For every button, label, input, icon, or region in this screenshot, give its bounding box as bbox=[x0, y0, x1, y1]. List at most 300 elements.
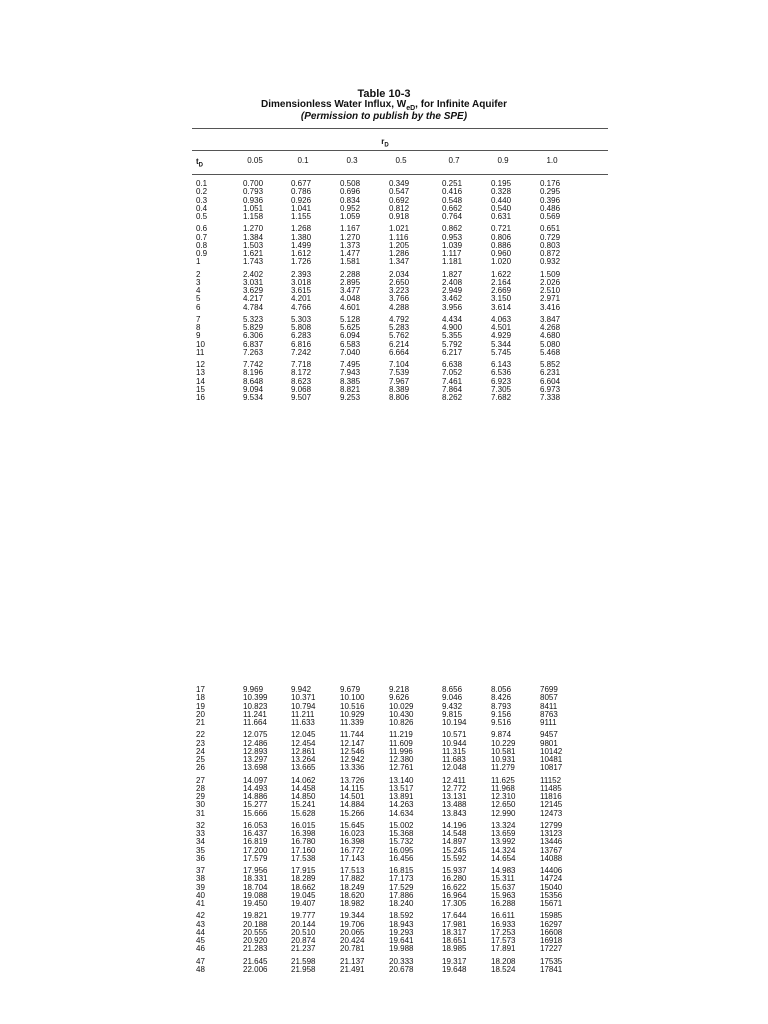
value-cell: 3.223 bbox=[389, 286, 410, 295]
value-cell: 2.510 bbox=[540, 286, 561, 295]
value-cell: 1.167 bbox=[340, 224, 361, 234]
value-cell: 2.034 bbox=[389, 269, 410, 279]
value-cell: 0.651 bbox=[540, 224, 561, 234]
value-cell: 7.052 bbox=[442, 368, 463, 378]
td-cell: 38 bbox=[196, 874, 205, 884]
value-cell: 14.897 bbox=[442, 837, 467, 847]
td-cell: 37 bbox=[196, 866, 205, 875]
td-cell: 26 bbox=[196, 763, 205, 773]
value-cell: 11.211 bbox=[291, 709, 315, 719]
td-cell: 31 bbox=[196, 808, 205, 818]
value-cell: 13.488 bbox=[442, 800, 467, 810]
value-cell: 12.048 bbox=[442, 763, 467, 773]
value-cell: 16.398 bbox=[291, 829, 316, 838]
value-cell: 14.654 bbox=[491, 853, 516, 863]
value-cell: 4.501 bbox=[491, 323, 512, 332]
td-cell: 12 bbox=[196, 360, 205, 369]
value-cell: 8.172 bbox=[291, 368, 312, 378]
column-header: 0.9 bbox=[497, 156, 509, 165]
value-cell: 11485 bbox=[540, 783, 562, 793]
value-cell: 6.638 bbox=[442, 360, 463, 369]
column-header: 1.0 bbox=[546, 156, 558, 165]
value-cell: 15040 bbox=[540, 882, 563, 892]
value-cell: 16.964 bbox=[442, 890, 467, 900]
td-header: $t_D$ bbox=[196, 157, 204, 169]
value-cell: 14.097 bbox=[243, 775, 268, 785]
value-cell: 12.942 bbox=[340, 755, 365, 764]
value-cell: 17535 bbox=[540, 956, 563, 966]
value-cell: 9.679 bbox=[340, 685, 361, 694]
value-cell: 2.408 bbox=[442, 277, 463, 287]
value-cell: 8.623 bbox=[291, 376, 312, 386]
value-cell: 0.812 bbox=[389, 203, 410, 213]
value-cell: 10.823 bbox=[243, 701, 268, 711]
value-cell: 11.609 bbox=[389, 738, 413, 748]
value-cell: 10.516 bbox=[340, 701, 365, 711]
value-cell: 11.744 bbox=[340, 730, 364, 740]
value-cell: 0.662 bbox=[442, 203, 463, 213]
value-cell: 16.819 bbox=[243, 837, 268, 847]
value-cell: 5.283 bbox=[389, 323, 410, 332]
td-cell: 0.6 bbox=[196, 224, 208, 234]
td-cell: 40 bbox=[196, 890, 205, 900]
td-cell: 3 bbox=[196, 277, 201, 287]
value-cell: 11.996 bbox=[389, 746, 413, 756]
value-cell: 9.068 bbox=[291, 384, 312, 394]
td-cell: 20 bbox=[196, 709, 205, 719]
value-cell: 6.094 bbox=[340, 331, 361, 341]
value-cell: 10817 bbox=[540, 763, 563, 773]
value-cell: 17.886 bbox=[389, 890, 414, 900]
value-cell: 1.384 bbox=[243, 232, 264, 242]
td-cell: 2 bbox=[196, 269, 201, 279]
value-cell: 11.633 bbox=[291, 718, 315, 727]
value-cell: 1.117 bbox=[442, 249, 462, 258]
value-cell: 0.195 bbox=[491, 179, 512, 188]
td-cell: 24 bbox=[196, 746, 205, 756]
value-cell: 15.277 bbox=[243, 800, 268, 810]
value-cell: 6.604 bbox=[540, 376, 561, 386]
value-cell: 0.886 bbox=[491, 240, 512, 250]
value-cell: 21.598 bbox=[291, 956, 316, 966]
value-cell: 1.743 bbox=[243, 257, 264, 267]
value-cell: 2.288 bbox=[340, 269, 361, 279]
value-cell: 12473 bbox=[540, 808, 563, 818]
value-cell: 0.677 bbox=[291, 179, 312, 188]
value-cell: 0.960 bbox=[491, 249, 512, 258]
value-cell: 17.579 bbox=[243, 853, 268, 863]
value-cell: 16297 bbox=[540, 919, 563, 929]
value-cell: 11.279 bbox=[491, 763, 515, 773]
value-cell: 0.547 bbox=[389, 187, 410, 197]
value-cell: 19.045 bbox=[291, 890, 316, 900]
value-cell: 17.981 bbox=[442, 919, 467, 929]
value-cell: 19.648 bbox=[442, 964, 467, 974]
value-cell: 7.682 bbox=[491, 393, 512, 402]
value-cell: 14406 bbox=[540, 866, 563, 875]
value-cell: 11816 bbox=[540, 792, 562, 801]
top-rule bbox=[192, 128, 608, 129]
value-cell: 4.792 bbox=[389, 314, 410, 324]
value-cell: 5.792 bbox=[442, 339, 463, 349]
value-cell: 4.434 bbox=[442, 314, 463, 324]
value-cell: 17.882 bbox=[340, 874, 365, 884]
value-cell: 18.240 bbox=[389, 899, 414, 908]
value-cell: 4.929 bbox=[491, 331, 512, 341]
value-cell: 16608 bbox=[540, 927, 563, 937]
value-cell: 1.581 bbox=[340, 257, 361, 267]
value-cell: 16.023 bbox=[340, 829, 365, 838]
value-cell: 14.062 bbox=[291, 775, 316, 785]
value-cell: 19.407 bbox=[291, 899, 316, 908]
value-cell: 10481 bbox=[540, 755, 563, 764]
value-cell: 19.317 bbox=[442, 956, 467, 966]
value-cell: 7.040 bbox=[340, 347, 361, 357]
value-cell: 13.297 bbox=[243, 755, 268, 764]
value-cell: 15.666 bbox=[243, 808, 268, 818]
value-cell: 16.437 bbox=[243, 829, 268, 838]
value-cell: 11.339 bbox=[340, 718, 364, 727]
td-cell: 29 bbox=[196, 792, 205, 801]
value-cell: 11.683 bbox=[442, 755, 466, 764]
value-cell: 8.793 bbox=[491, 701, 512, 711]
td-cell: 32 bbox=[196, 820, 205, 830]
td-cell: 5 bbox=[196, 294, 201, 304]
value-cell: 19.777 bbox=[291, 911, 316, 921]
value-cell: 3.018 bbox=[291, 277, 312, 287]
value-cell: 14.196 bbox=[442, 820, 467, 830]
value-cell: 12.546 bbox=[340, 746, 365, 756]
value-cell: 17.143 bbox=[340, 853, 365, 863]
value-cell: 2.402 bbox=[243, 269, 264, 279]
value-cell: 4.048 bbox=[340, 294, 361, 304]
value-cell: 5.128 bbox=[340, 314, 361, 324]
td-cell: 27 bbox=[196, 775, 205, 785]
value-cell: 18.704 bbox=[243, 882, 268, 892]
value-cell: 6.143 bbox=[491, 360, 512, 369]
value-cell: 3.031 bbox=[243, 277, 264, 287]
value-cell: 1.270 bbox=[243, 224, 264, 234]
value-cell: 15.628 bbox=[291, 808, 316, 818]
td-cell: 46 bbox=[196, 944, 205, 954]
value-cell: 13123 bbox=[540, 829, 563, 838]
value-cell: 11.664 bbox=[243, 718, 267, 727]
value-cell: 16.611 bbox=[491, 911, 515, 921]
value-cell: 10142 bbox=[540, 746, 563, 756]
td-cell: 43 bbox=[196, 919, 205, 929]
value-cell: 15.645 bbox=[340, 820, 365, 830]
td-cell: 30 bbox=[196, 800, 205, 810]
td-cell: 0.3 bbox=[196, 195, 208, 205]
value-cell: 17.173 bbox=[389, 874, 414, 884]
value-cell: 14.263 bbox=[389, 800, 414, 810]
value-cell: 6.217 bbox=[442, 347, 463, 357]
value-cell: 9.507 bbox=[291, 393, 312, 402]
value-cell: 17.305 bbox=[442, 899, 467, 908]
value-cell: 17.891 bbox=[491, 944, 516, 954]
value-cell: 19.450 bbox=[243, 899, 268, 908]
value-cell: 2.895 bbox=[340, 277, 361, 287]
td-cell: 36 bbox=[196, 853, 205, 863]
td-cell: 10 bbox=[196, 339, 205, 349]
value-cell: 21.645 bbox=[243, 956, 268, 966]
value-cell: 10.371 bbox=[291, 693, 316, 703]
td-cell: 8 bbox=[196, 323, 201, 332]
mid-rule bbox=[192, 150, 608, 151]
value-cell: 0.251 bbox=[442, 179, 463, 188]
value-cell: 0.396 bbox=[540, 195, 561, 205]
value-cell: 10.430 bbox=[389, 709, 414, 719]
value-cell: 17227 bbox=[540, 944, 563, 954]
value-cell: 3.847 bbox=[540, 314, 561, 324]
value-cell: 0.295 bbox=[540, 187, 561, 197]
value-cell: 6.816 bbox=[291, 339, 312, 349]
value-cell: 5.080 bbox=[540, 339, 561, 349]
column-header: 0.5 bbox=[395, 156, 407, 165]
value-cell: 1.726 bbox=[291, 257, 312, 267]
value-cell: 1.499 bbox=[291, 240, 312, 250]
value-cell: 1.380 bbox=[291, 232, 312, 242]
value-cell: 15.732 bbox=[389, 837, 414, 847]
value-cell: 10.931 bbox=[491, 755, 516, 764]
value-cell: 13.140 bbox=[389, 775, 414, 785]
value-cell: 0.721 bbox=[491, 224, 512, 234]
value-cell: 13.264 bbox=[291, 755, 316, 764]
value-cell: 9.432 bbox=[442, 701, 463, 711]
value-cell: 19.821 bbox=[243, 911, 268, 921]
value-cell: 4.288 bbox=[389, 302, 410, 312]
value-cell: 9.969 bbox=[243, 685, 264, 694]
value-cell: 7.967 bbox=[389, 376, 410, 386]
value-cell: 2.669 bbox=[491, 286, 512, 295]
value-cell: 0.918 bbox=[389, 212, 410, 221]
td-cell: 0.7 bbox=[196, 232, 208, 242]
value-cell: 9.874 bbox=[491, 730, 512, 740]
value-cell: 9.218 bbox=[389, 685, 410, 694]
value-cell: 10.944 bbox=[442, 738, 467, 748]
value-cell: 9111 bbox=[540, 718, 557, 727]
value-cell: 7.718 bbox=[291, 360, 312, 369]
value-cell: 1.041 bbox=[291, 203, 312, 213]
value-cell: 12.486 bbox=[243, 738, 268, 748]
value-cell: 0.793 bbox=[243, 187, 264, 197]
value-cell: 1.268 bbox=[291, 224, 312, 234]
value-cell: 17.200 bbox=[243, 845, 268, 855]
value-cell: 7.338 bbox=[540, 393, 561, 402]
value-cell: 16.815 bbox=[389, 866, 414, 875]
value-cell: 20.144 bbox=[291, 919, 316, 929]
value-cell: 14.983 bbox=[491, 866, 516, 875]
value-cell: 2.164 bbox=[491, 277, 512, 287]
value-cell: 10.826 bbox=[389, 718, 414, 727]
value-cell: 17841 bbox=[540, 964, 563, 974]
value-cell: 18.943 bbox=[389, 919, 414, 929]
value-cell: 16.780 bbox=[291, 837, 316, 847]
value-cell: 17.956 bbox=[243, 866, 268, 875]
value-cell: 3.615 bbox=[291, 286, 312, 295]
value-cell: 8.806 bbox=[389, 393, 410, 402]
value-cell: 12.650 bbox=[491, 800, 516, 810]
value-cell: 21.237 bbox=[291, 944, 316, 954]
value-cell: 8.196 bbox=[243, 368, 264, 378]
value-cell: 3.416 bbox=[540, 302, 561, 312]
value-cell: 5.625 bbox=[340, 323, 361, 332]
value-cell: 19.344 bbox=[340, 911, 365, 921]
value-cell: 20.678 bbox=[389, 964, 414, 974]
value-cell: 17.644 bbox=[442, 911, 467, 921]
value-cell: 13.843 bbox=[442, 808, 467, 818]
value-cell: 7.864 bbox=[442, 384, 463, 394]
value-cell: 1.270 bbox=[340, 232, 361, 242]
value-cell: 10.794 bbox=[291, 701, 316, 711]
value-cell: 3.766 bbox=[389, 294, 410, 304]
value-cell: 18.985 bbox=[442, 944, 467, 954]
value-cell: 8.056 bbox=[491, 685, 512, 694]
value-cell: 9.253 bbox=[340, 393, 361, 402]
value-cell: 16.456 bbox=[389, 853, 414, 863]
value-cell: 8.262 bbox=[442, 393, 463, 402]
value-cell: 7.539 bbox=[389, 368, 410, 378]
value-cell: 1.021 bbox=[389, 224, 410, 234]
value-cell: 2.650 bbox=[389, 277, 410, 287]
value-cell: 11.968 bbox=[491, 783, 515, 793]
value-cell: 0.349 bbox=[389, 179, 410, 188]
value-cell: 6.214 bbox=[389, 339, 410, 349]
value-cell: 0.806 bbox=[491, 232, 512, 242]
value-cell: 9.046 bbox=[442, 693, 463, 703]
value-cell: 14724 bbox=[540, 874, 563, 884]
value-cell: 0.862 bbox=[442, 224, 463, 234]
value-cell: 10.100 bbox=[340, 693, 365, 703]
td-cell: 0.1 bbox=[196, 179, 208, 188]
value-cell: 18.982 bbox=[340, 899, 365, 908]
td-cell: 16 bbox=[196, 393, 205, 402]
value-cell: 12.380 bbox=[389, 755, 414, 764]
value-cell: 17.538 bbox=[291, 853, 316, 863]
value-cell: 0.932 bbox=[540, 257, 561, 267]
table-subtitle: Dimensionless Water Influx, $W_{eD}$, for Infinite Aquifer bbox=[260, 99, 508, 112]
header-rule bbox=[192, 174, 608, 175]
value-cell: 9801 bbox=[540, 738, 558, 748]
value-cell: 0.631 bbox=[491, 212, 512, 221]
value-cell: 15356 bbox=[540, 890, 563, 900]
td-cell: 7 bbox=[196, 314, 201, 324]
value-cell: 20.920 bbox=[243, 936, 268, 945]
value-cell: 16.933 bbox=[491, 919, 516, 929]
value-cell: 1.205 bbox=[389, 240, 410, 250]
value-cell: 17.529 bbox=[389, 882, 414, 892]
value-cell: 13.517 bbox=[389, 783, 414, 793]
value-cell: 0.486 bbox=[540, 203, 561, 213]
value-cell: 13.891 bbox=[389, 792, 414, 801]
value-cell: 1.051 bbox=[243, 203, 264, 213]
value-cell: 0.926 bbox=[291, 195, 312, 205]
value-cell: 1.827 bbox=[442, 269, 463, 279]
value-cell: 6.837 bbox=[243, 339, 264, 349]
value-cell: 3.477 bbox=[340, 286, 361, 295]
td-cell: 39 bbox=[196, 882, 205, 892]
value-cell: 0.548 bbox=[442, 195, 463, 205]
value-cell: 9.534 bbox=[243, 393, 264, 402]
table-title: Table 10-3 bbox=[357, 88, 411, 100]
value-cell: 19.641 bbox=[389, 936, 414, 945]
value-cell: 14.501 bbox=[340, 792, 365, 801]
value-cell: 13767 bbox=[540, 845, 563, 855]
value-cell: 0.936 bbox=[243, 195, 264, 205]
value-cell: 4.900 bbox=[442, 323, 463, 332]
value-cell: 6.536 bbox=[491, 368, 512, 378]
value-cell: 21.137 bbox=[340, 956, 365, 966]
value-cell: 0.872 bbox=[540, 249, 561, 258]
value-cell: 4.201 bbox=[291, 294, 312, 304]
value-cell: 12.990 bbox=[491, 808, 516, 818]
value-cell: 1.503 bbox=[243, 240, 264, 250]
td-cell: 25 bbox=[196, 755, 205, 764]
value-cell: 9.942 bbox=[291, 685, 312, 694]
value-cell: 2.393 bbox=[291, 269, 312, 279]
value-cell: 5.762 bbox=[389, 331, 410, 341]
value-cell: 18.524 bbox=[491, 964, 516, 974]
value-cell: 18.289 bbox=[291, 874, 316, 884]
value-cell: 10.029 bbox=[389, 701, 414, 711]
value-cell: 0.803 bbox=[540, 240, 561, 250]
value-cell: 14088 bbox=[540, 853, 563, 863]
value-cell: 5.745 bbox=[491, 347, 512, 357]
value-cell: 12.075 bbox=[243, 730, 268, 740]
value-cell: 12.893 bbox=[243, 746, 268, 756]
value-cell: 3.462 bbox=[442, 294, 463, 304]
value-cell: 4.217 bbox=[243, 294, 264, 304]
value-cell: 7.461 bbox=[442, 376, 463, 386]
value-cell: 5.829 bbox=[243, 323, 264, 332]
td-cell: 28 bbox=[196, 783, 205, 793]
value-cell: 16918 bbox=[540, 936, 563, 945]
value-cell: 13.131 bbox=[442, 792, 467, 801]
value-cell: 14.884 bbox=[340, 800, 365, 810]
value-cell: 0.540 bbox=[491, 203, 512, 213]
td-cell: 48 bbox=[196, 964, 205, 974]
value-cell: 13.324 bbox=[491, 820, 516, 830]
td-cell: 1 bbox=[196, 257, 201, 267]
value-cell: 6.283 bbox=[291, 331, 312, 341]
value-cell: 8.426 bbox=[491, 693, 512, 703]
value-cell: 3.956 bbox=[442, 302, 463, 312]
value-cell: 5.468 bbox=[540, 347, 561, 357]
value-cell: 15.266 bbox=[340, 808, 365, 818]
value-cell: 8057 bbox=[540, 693, 558, 703]
value-cell: 21.283 bbox=[243, 944, 268, 954]
value-cell: 0.764 bbox=[442, 212, 463, 221]
value-cell: 8763 bbox=[540, 709, 558, 719]
value-cell: 0.729 bbox=[540, 232, 561, 242]
value-cell: 16.772 bbox=[340, 845, 365, 855]
value-cell: 0.786 bbox=[291, 187, 312, 197]
value-cell: 1.039 bbox=[442, 240, 463, 250]
value-cell: 2.949 bbox=[442, 286, 463, 295]
td-cell: 44 bbox=[196, 927, 205, 937]
value-cell: 5.852 bbox=[540, 360, 561, 369]
value-cell: 10.929 bbox=[340, 709, 365, 719]
value-cell: 1.286 bbox=[389, 249, 410, 258]
value-cell: 21.958 bbox=[291, 964, 316, 974]
value-cell: 7.495 bbox=[340, 360, 361, 369]
value-cell: 14.115 bbox=[340, 783, 364, 793]
value-cell: 10.229 bbox=[491, 738, 516, 748]
value-cell: 10.571 bbox=[442, 730, 467, 740]
value-cell: 12.411 bbox=[442, 775, 466, 785]
value-cell: 15.241 bbox=[291, 800, 316, 810]
value-cell: 15671 bbox=[540, 899, 563, 908]
